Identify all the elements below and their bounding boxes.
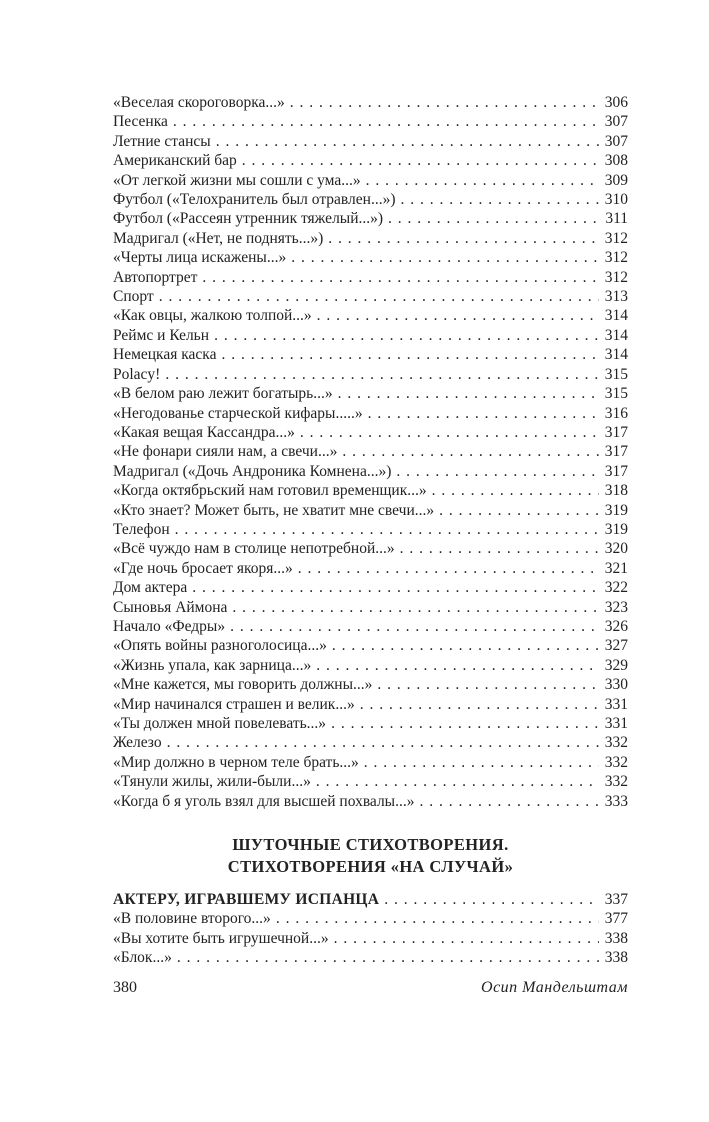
toc-entry (113, 909, 628, 928)
footer-author: Осип Мандельштам (481, 979, 628, 996)
dot-leader (192, 578, 599, 597)
dot-leader (159, 287, 599, 306)
toc-entry (113, 481, 628, 500)
toc-entry-title: «Мир начинался страшен и велик...» (113, 695, 355, 713)
toc-entry-title: Железо (113, 734, 162, 752)
toc-entry-title: Сыновья Аймона (113, 598, 228, 616)
dot-leader (175, 520, 599, 539)
toc-entry-title: «Как овцы, жалкою толпой...» (113, 307, 312, 325)
toc-entry (113, 345, 628, 364)
toc-entry-page: 338 (604, 949, 628, 967)
toc-entry-title: АКТЕРУ, ИГРАВШЕМУ ИСПАНЦА (113, 891, 380, 909)
toc-entry-page: 316 (604, 404, 628, 422)
toc-entry-page: 314 (604, 326, 628, 344)
toc-entry-title: Мадригал («Дочь Андроника Комнена...») (113, 462, 392, 480)
dot-leader (332, 636, 599, 655)
toc-entry-page: 309 (604, 171, 628, 189)
toc-entry (113, 539, 628, 558)
toc-entry (113, 442, 628, 461)
toc-entry-title: Реймс и Кельн (113, 326, 210, 344)
dot-leader (331, 714, 599, 733)
toc-entry-page: 317 (604, 443, 628, 461)
toc-entry-title: «От легкой жизни мы сошли с ума...» (113, 171, 361, 189)
dot-leader (334, 929, 599, 948)
toc-entry-page: 329 (604, 656, 628, 674)
toc-entry-title: «Негодованье старческой кифары.....» (113, 404, 363, 422)
toc-entry-title: «Веселая скороговорка...» (113, 94, 285, 111)
toc-entry-page: 333 (604, 792, 628, 810)
footer-page-number: 380 (113, 979, 137, 996)
toc-entry-page: 323 (604, 598, 628, 616)
dot-leader (368, 404, 599, 423)
dot-leader (432, 481, 599, 500)
dot-leader (401, 190, 600, 209)
toc-entry (113, 171, 628, 190)
toc-entry-title: Американский бар (113, 152, 237, 170)
section-heading-line2: СТИХОТВОРЕНИЯ «НА СЛУЧАЙ» (227, 856, 514, 876)
toc-entry-title: «В половине второго...» (113, 910, 271, 928)
toc-entry (113, 365, 628, 384)
toc-entry-title: «Мир должно в черном теле брать...» (113, 753, 359, 771)
toc-entry (113, 462, 628, 481)
toc-entry (113, 151, 628, 170)
toc-entry-title: «Когда б я уголь взял для высшей похвалы...» (113, 792, 415, 810)
toc-entry (113, 636, 628, 655)
toc-entry-title: «Блок...» (113, 949, 172, 967)
toc-entry (113, 229, 628, 248)
toc-entry (113, 695, 628, 714)
section-heading (113, 834, 628, 877)
dot-leader (291, 248, 599, 267)
toc-entry (113, 287, 628, 306)
dot-leader (317, 306, 599, 325)
toc-entry (113, 598, 628, 617)
toc-entry-page: 327 (604, 637, 628, 655)
dot-leader (419, 792, 599, 811)
toc-entry-page: 337 (604, 891, 628, 909)
toc-entry (113, 559, 628, 578)
toc-entry-page: 330 (604, 676, 628, 694)
toc-entry-page: 326 (604, 617, 628, 635)
toc-entry (113, 656, 628, 675)
toc-entry (113, 248, 628, 267)
dot-leader (214, 326, 599, 345)
toc-entry (113, 714, 628, 733)
toc-entry (113, 268, 628, 287)
dot-leader (221, 345, 599, 364)
toc-entry-title: «В белом раю лежит богатырь...» (113, 385, 333, 403)
toc-entry-page: 315 (604, 365, 628, 383)
toc-entry-title: Спорт (113, 288, 154, 306)
toc-entry-page: 307 (604, 132, 628, 150)
toc-entry-page: 331 (604, 715, 628, 732)
toc-entry-page: 332 (604, 773, 628, 791)
toc-entry-page: 313 (604, 288, 628, 306)
toc-entry-page: 317 (604, 423, 628, 441)
toc-entry-page: 311 (605, 210, 628, 228)
toc-entry-title: «Мне кажется, мы говорить должны...» (113, 676, 373, 694)
toc-entry-page: 312 (604, 268, 628, 286)
toc-entry (113, 423, 628, 442)
toc-entry (113, 578, 628, 597)
toc-entry-title: «Когда октябрьский нам готовил временщик...» (113, 482, 427, 500)
toc-entry-title: Телефон (113, 520, 170, 538)
toc-entry-page: 332 (604, 734, 628, 752)
toc-entry-page: 315 (604, 385, 628, 403)
toc-entry (113, 929, 628, 948)
toc-entry-title: «Кто знает? Может быть, не хватит мне свечи...» (113, 501, 435, 519)
toc-entry-title: «Какая вещая Кассандра...» (113, 423, 295, 441)
dot-leader (377, 675, 599, 694)
toc-entry-title: «Опять войны разноголосица...» (113, 637, 327, 655)
toc-entry (113, 520, 628, 539)
dot-leader (338, 384, 599, 403)
dot-leader (360, 695, 599, 714)
toc-entry-page: 338 (604, 929, 628, 947)
toc-entry-title: Polacy! (113, 365, 161, 383)
toc-entry (113, 675, 628, 694)
section-heading-line1: ШУТОЧНЫЕ СТИХОТВОРЕНИЯ. (232, 835, 509, 855)
toc-entry (113, 112, 628, 131)
toc-entry (113, 617, 628, 636)
page-footer (113, 979, 628, 997)
toc-list-top (113, 93, 628, 811)
toc-entry-title: «Тянули жилы, жили-были...» (113, 773, 311, 791)
toc-entry-page: 314 (604, 307, 628, 325)
toc-entry-page: 319 (604, 501, 628, 519)
toc-entry (113, 384, 628, 403)
dot-leader (177, 948, 599, 967)
toc-entry-page: 322 (604, 579, 628, 597)
toc-list-bottom (113, 890, 628, 968)
dot-leader (290, 93, 599, 112)
toc-entry-page: 307 (604, 113, 628, 131)
toc-entry (113, 326, 628, 345)
dot-leader (276, 909, 599, 928)
toc-entry-page: 332 (604, 753, 628, 771)
dot-leader (364, 753, 599, 772)
toc-entry-title: Футбол («Рассеян утренник тяжелый...») (113, 210, 384, 228)
toc-entry-page: 320 (604, 540, 628, 558)
toc-entry (113, 306, 628, 325)
dot-leader (316, 656, 599, 675)
page-content (113, 93, 628, 968)
dot-leader (328, 229, 599, 248)
dot-leader (396, 462, 599, 481)
toc-entry (113, 501, 628, 520)
dot-leader (388, 209, 599, 228)
toc-entry-title: Песенка (113, 113, 168, 131)
toc-entry-title: «Жизнь упала, как зарница...» (113, 656, 312, 674)
toc-entry-page: 319 (604, 520, 628, 538)
dot-leader (232, 598, 599, 617)
dot-leader (167, 733, 599, 752)
dot-leader (300, 423, 599, 442)
dot-leader (366, 171, 599, 190)
toc-entry (113, 93, 628, 112)
toc-entry-title: Футбол («Телохранитель был отравлен...») (113, 191, 396, 209)
dot-leader (298, 559, 599, 578)
toc-entry-page: 308 (604, 152, 628, 170)
dot-leader (316, 772, 599, 791)
toc-entry-title: «Всё чуждо нам в столице непотребной...» (113, 540, 395, 558)
toc-entry-page: 331 (604, 695, 628, 713)
toc-entry-title: «Не фонари сияли нам, а свечи...» (113, 443, 338, 461)
dot-leader (342, 442, 599, 461)
toc-entry (113, 890, 628, 909)
toc-entry-page: 306 (604, 94, 628, 111)
toc-entry-title: Немецкая каска (113, 346, 217, 364)
dot-leader (439, 501, 599, 520)
toc-entry-page: 310 (604, 191, 628, 209)
toc-entry (113, 404, 628, 423)
toc-entry-title: Автопортрет (113, 268, 198, 286)
dot-leader (242, 151, 599, 170)
toc-entry (113, 792, 628, 811)
toc-entry-page: 314 (604, 346, 628, 364)
dot-leader (202, 268, 599, 287)
dot-leader (216, 132, 599, 151)
toc-entry-title: Начало «Федры» (113, 617, 226, 635)
dot-leader (230, 617, 599, 636)
dot-leader (384, 890, 599, 909)
dot-leader (165, 365, 599, 384)
toc-entry-title: Дом актера (113, 579, 188, 597)
toc-entry (113, 753, 628, 772)
toc-entry-title: Мадригал («Нет, не поднять...») (113, 229, 324, 247)
toc-entry (113, 948, 628, 967)
toc-entry-page: 312 (604, 249, 628, 267)
toc-entry-title: «Черты лица искажены...» (113, 249, 287, 267)
toc-entry-page: 321 (604, 559, 628, 577)
toc-entry-page: 318 (604, 482, 628, 500)
toc-entry-page: 377 (604, 910, 628, 928)
toc-entry-page: 312 (604, 229, 628, 247)
toc-entry-title: Летние стансы (113, 132, 211, 150)
toc-entry (113, 209, 628, 228)
toc-entry-page: 317 (604, 462, 628, 480)
toc-entry (113, 190, 628, 209)
toc-entry-title: «Ты должен мной повелевать...» (113, 715, 327, 732)
dot-leader (400, 539, 599, 558)
toc-entry-title: «Вы хотите быть игрушечной...» (113, 929, 329, 947)
dot-leader (173, 112, 599, 131)
toc-entry-title: «Где ночь бросает якоря...» (113, 559, 293, 577)
toc-entry (113, 772, 628, 791)
toc-entry (113, 733, 628, 752)
toc-entry (113, 132, 628, 151)
